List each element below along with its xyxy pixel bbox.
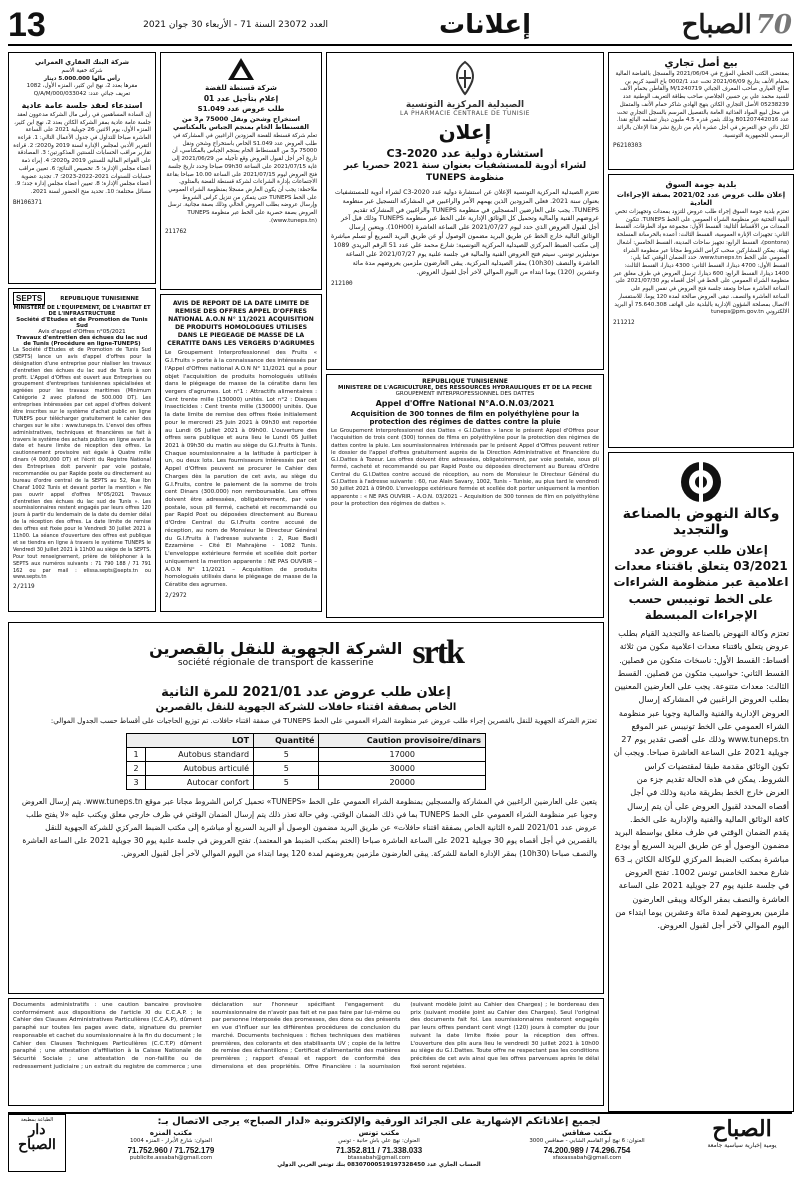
office-sfax <box>486 1129 688 1162</box>
lot-caution: 17000 <box>319 747 486 761</box>
ad-ref: 211762 <box>165 227 187 235</box>
ad-body-2: Documents administratifs : une caution bancaire provisoire conformément aux dispositions de l'article XI du C.C.A.P. ; le Cahier des Clauses Administratives Particulières (C.C.A.P), dûment paraphé sur toutes les pages avec date, signature du premier responsable et cachet du soumissionnaire à la fin du document ; le Cahier des Clauses Techniques Particulières (C.C.T.P) dûment paraphé ; une attestation d'affiliation à la Caisse Nationale de Sécurité Sociale ; une attestation de non-faillite ou de redressement judiciaire ; un extrait du registre de commerce ; une déclaration sur l'honneur spécifiant l'engagement du soumissionnaire de n'avoir pas fait et ne pas faire par lui-même ou par personne interposée des promesses, des dons ou des présents en vue d'influer sur les différentes procédures de conclusion du marché. Documents techniques : fiches techniques des matières premières, des colorants et des stabilisants UV ; copie de la lettre de remise des échantillons ; Certificat d'alimentarité des matières premières ; rapport d'essai et rapport de conformité des dimensions et des propriétés. Offre Financière : la soumission (suivant modèle joint au Cahier des Charges) ; le bordereau des prix (suivant modèle joint au Cahier des Charges). Seul l'original des documents fait foi. Les soumissionnaires resteront engagés par leurs offres pendant cent vingt (120) jours à compter du jour suivant la date limite fixée pour la réception des offres. L'ouverture des plis aura lieu le vendredi 30 juillet 2021 à 10h00 au siège du G.I.Dattes. Toute offre ne respectant pas les conditions précitées de cet avis ainsi que les offres parvenues après le délai fixé seront rejetées. <box>13 1002 599 1070</box>
ad-title: إعلان طلب عروض عدد 03/2021 يتعلق باقتناء معدات اعلامية عبر منظومة الشراءات على الخط تونيبس حسب الإجراءات المبسطة <box>613 543 789 622</box>
republic-line: REPUBLIQUE TUNISIENNE <box>422 378 508 385</box>
page-header <box>8 6 792 46</box>
lot-caution: 20000 <box>319 775 486 789</box>
ad-pharmacie-centrale <box>326 52 604 370</box>
ad-intro: تعتزم الشركة الجهوية للنقل بالقصرين إجراء طلب عروض عبر منظومة الشراء العمومي على الخط TUNEPS في صفقة اقتناء حافلات. تم توزيع الحاجيات على أقساط حسب الجدول الموالي: <box>50 717 597 725</box>
ad-body: La Société d'Etudes et de Promotion de Tunis Sud (SEPTS) lance un avis d'appel d'offres pour la désignation d'une entreprise pour réaliser les travaux d'entretien des échues du lac sud de Tunis à son profit. L'Appel d'Offres est ouvert aux Entreprises ou groupement d'entreprises tunisiennes spécialisées et agréées pour les travaux maritimes (Minimum Catégorie 2 avec plafond de 500.000 DT). Les entreprises intéressées par cet appel d'offres doivent être inscrites sur le système d'achat public en ligne TUNEPS pour télécharger gratuitement le cahier des charges sur le site : www.tuneps.tn. L'envoi des offres administratives, techniques et financières se fait à travers le système des achats publics en ligne avant la date et heure limite de réception des offres. Le cautionnement provisoire est égale à Quatre mille dinars (4 000,000 DT) et l'écrit du Registre National des Entreprises doit parvenir par voie postale, recommandée ou par Rapide poste ou directement au bureau d'ordre central de la SEPTS au 52, Rue Ibn Charaf 1002 Tunis et devant porter la mention « Ne pas ouvrir appel d'offres N°05/2021 Travaux d'entretien des échues du lac sud de Tunis ». Les soumissionnaires restent engagés par leurs offres 120 jours à partir du lendemain de la date du dernier délai de la réception des offres. La date limite de remise des offres est fixée pour le Vendredi 30 Juillet 2021 à 11h00. La séance d'ouverture des offres est publique et se tiendra en ligne à travers le système TUNEPS le Vendredi 30 Juillet 2021 à 11h00 au siège de la SEPTS. Pour tout renseignement, prière de téléphoner à la SEPTS aux numéros suivants : 71 790 188 / 71 791 162 ou par mail : elissa.septs@septs.tn ou www.septs.tn <box>13 347 151 581</box>
ad-title: AVIS DE REPORT DE LA DATE LIMITE DE REMISE DES OFFRES APPEL D'OFFRES NATIONAL A.O.N N° 11/2021 ACQUISITION DE PRODUITS HOMOLOGUES UTILISES DANS LE PIEGEAGE DE MASSE DE LA CERATITE DANS LES VERGERS D'AGRUMES <box>167 300 315 348</box>
office-tel: 71.752.179 / 71.752.960 <box>127 1145 215 1155</box>
lot-caution: 30000 <box>319 761 486 775</box>
col-header-caution: Caution provisoire/dinars <box>319 733 486 747</box>
office-list <box>70 1129 688 1162</box>
srtk-header <box>15 627 597 679</box>
septs-avis: Avis d'appel d'Offres n°05/2021 <box>38 329 126 335</box>
bank-tax-id: تعريف جبائي عدد: 033042/Q/A/M/000 <box>33 91 131 98</box>
bank-capital: رأس مالها 5.000.000 دينار <box>43 75 121 82</box>
printer-tag: الطباعة بمطبعة <box>20 1117 54 1123</box>
ad-body: إن السادة المساهمين في رأس مال الشركة مدعوون لعقد جلسة عامة عادية بمقر الشركة الكائن بعدد 2، نهج ابن كثير، المنزه الأول، يوم الاثنين 26 جويلية 2021 على الساعة العاشرة صباحا للتداول في جدول الأعمال التالي: 1. قراءة التقرير الأدبي لمجلس الإدارة لسنة 2019 و2020؛ 2. قراءة تقارير مراقب الحسابات للسنتين المذكورتين؛ 3. المصادقة على القوائم المالية للسنتين 2019 و2020؛ 4. إبراء ذمة أعضاء مجلس الإدارة؛ 5. تخصيص النتائج؛ 6. تعيين مراقب حسابات للسنوات 2021-2022-2023؛ 7. تجديد عضوية أعضاء مجلس الإدارة؛ 8. تعيين أعضاء مجلس إدارة جدد؛ 9. مسائل مختلفة؛ 10. تحديد منح الحضور لسنة 2021. <box>13 111 151 196</box>
ad-body: Le Groupement Interprofessionnel des Dattes « G.I.Dattes » lance le présent Appel d'Offres pour l'acquisition de trois cent (300) tonnes de films en polyéthylène pour la protection des régimes de dattes contre la pluie. Les soumissionnaires intéressés par le présent Appel d'Offres peuvent retirer le dossier de l'appel d'offres gratuitement auprès de la Direction Administrative et Financière du G.I.Dattes à Tozeur. Les offres doivent être adressées, obligatoirement, par voie postale, sous pli fermé, cacheté et recommandé ou par Rapid Poste ou déposées directement au Bureau d'Ordre Central du G.I.Dattes contre accusé de réception, au nom de Monsieur le Directeur Général du G.I.Dattes à l'adresse suivante : 60, rue Alain Savary, 1002, Tunis – Tunisie, au plus tard le vendredi 30 juillet 2021 à 09h00. L'enveloppe extérieure fermée et scellée doit porter uniquement la mention apparente : « NE PAS OUVRIR – A.O.N. 03/2021 – Acquisition de 300 tonnes de film en polyéthylène pour la protection des régimes de dattes ». <box>331 428 599 507</box>
office-menzah <box>70 1129 272 1162</box>
col-header-lot: LOT <box>127 733 254 747</box>
ad-title: إعلان طلب عروض عدد 2021/01 للمرة الثانية <box>161 685 451 700</box>
ad-title: بيع أصل تجاري <box>664 58 738 69</box>
brand-name: الصباح <box>712 1116 772 1142</box>
office-address: العنوان: شارع الأبرار - المنزه 1004 <box>129 1138 213 1145</box>
lot-quantity: 5 <box>254 761 319 775</box>
ad-ref: P6210303 <box>613 142 642 150</box>
ad-title: استدعاء لعقد جلسة عامة عادية <box>21 100 143 110</box>
lot-name: Autocar confort <box>146 775 254 789</box>
ad-srtk <box>8 622 604 994</box>
lot-number: 2 <box>127 761 146 775</box>
lot-name: Autobus articulé <box>146 761 254 775</box>
ad-body: تعتزم وكالة النهوض بالصناعة والتجديد القيام بطلب عروض يتعلق باقتناء معدات اعلامية مكون من ثلاثة أقساط: القسط الأول: ناسخات متكون من قصلين. القسط الثاني: حواسيب متكون من قصلين. القسط الثالث: معدات متنوعة. يجب على العارضين المعنيين بطلب العروض الراغبين في المشاركة إرسال العروض الإدارية والفنية والمالية وجوبا عبر منظومة الشراء العمومي على الخط تونيبس عبر الموقع www.tuneps.tn وذلك على أقصى تقدير يوم 27 جويلية 2021 على الساعة العاشرة صباحا. ويجب أن تكون الوثائق مقدمة طبقا لمقتضيات كراس الشروط. يمكن في هذه الحالة تقديم جزء من العرض خارج الخط بطريقة مادية وذلك في أجل أقصاه المحدد لقبول العروض على أن يتم إرسال كافة الوثائق المالية والفنية والإدارية على الخط. يقدم الضمان الوقتي في ظرف مغلق بواسطة البريد مضمون الوصول أو عن طريق البريد السريع أو يودع مباشرة بمكتب الضبط المركزي للوكالة الكائن بـ 63 شارع محمد الخامس تونس 1002. تفتح العروض في جلسة علنية يوم 27 جويلية 2021 على الساعة العاشرة والنصف بمقر الوكالة ويبقى العارضون ملزمين بعروضهم لمدة مائة وعشرين يوما ابتداء من اليوم الموالي لآخر أجل لقبول العروض. <box>613 627 789 931</box>
ad-gif-fruits <box>160 294 322 612</box>
ad-subtitle: طلب عروض عدد S1.049 <box>197 105 285 113</box>
org-name-ar: الشركة الجهوية للنقل بالقصرين <box>149 638 403 658</box>
masthead-name: الصباح <box>681 10 752 40</box>
office-tel: 71.338.033 / 71.352.811 <box>335 1145 423 1155</box>
group-line: GROUPEMENT INTERPROFESSIONNEL DES DATTES <box>395 391 535 397</box>
page-number: 13 <box>8 5 46 44</box>
lot-number: 3 <box>127 775 146 789</box>
ad-body: Le Groupement Interprofessionnel des Fruits « G.I.Fruits » porte à la connaissance des intéressés par l'Appel d'Offres national A.O.N N° 11/2021 qui a pour objet l'acquisition de produits homologués utilisés dans le piégeage de masse de la cératite dans les vergers d'agrumes. Lot n°1 : Attractifs alimentaires : Cent trente mille (130000) unités. Lot n°2 : Disques insecticides : Cent trente mille (130000) unités. Que la date limite de remise des offres fixée initialement pour le mercredi 25 Juin 2021 à 09h30 est reportée au Lundi 05 Juillet 2021 à 09h00. L'ouverture des offres sera publique et aura lieu le Lundi 05 Juillet 2021 à 09h30 du matin au siège du G.I.Fruits à Tunis. Chaque soumissionnaire a la latitude à participer à un, ou deux lots. Les fournisseurs intéressés par cet Appel d'Offres peuvent se procurer le Cahier des Charges dès la parution de cet avis, au siège du G.I.Fruits, contre le paiement de la somme de trois cent Dinars (300.000) non remboursable. Les offres doivent être adressées, obligatoirement, par voie postale, sous pli fermé, cacheté et recommandé ou par Rapid Post ou déposées directement au Bureau d'Ordre Central du G.I.Fruits contre accusé de réception, au nom de Monsieur le Directeur Général du G.I.Fruits à l'adresse suivante : 2, Rue Badii Ezzamène – Cité El Mahrajène - 1082 Tunis. L'enveloppe extérieure fermée et scellée doit porter uniquement la mention apparente : NE PAS OUVRIR – A.O.N N° 11/2021 – Acquisition de produits homologués utilisés dans le piégeage de masse de la Cératite des agrumes. <box>165 350 317 588</box>
ad-body: تعلم شركة قسنطة للفضة المزودين الراغبين في المشاركة في طلب العروض عدد S1.049 الخاص باستخراج وشحن ونقل 75000 م3 من القسنطاط الخام بمنجم الجباس بالمكناسي، أن تاريخ آخر أجل لقبول العروض وقع تأجيله من 2021/06/29 إلى غاية 2021/07/15 على الساعة 09h30 صباحا وحدد تاريخ جلسة فتح العروض ليوم 2021/07/15 على الساعة 10.00 صباحا بقاعة الاجتماعات بإدارة الشراءات لشركة قسنطة للفضة بالمتلوي. ملاحظة: يجب أن يكون العارض مسجلا بمنظومة الشراء العمومي على الخط TUNEPS حتى يتمكن من تنزيل كراس الشروط وإرسال عروضه بطلب العروض الحالي وذلك بصفة مجانية. ترسل العروض بصفة حصرية على الخط عبر منظومة TUNEPS (www.tuneps.tn). <box>166 133 317 224</box>
footer-brand <box>692 1114 792 1172</box>
left-column-1 <box>160 52 322 616</box>
ad-subtitle: الخاص بصفقة اقتناء حافلات للشركة الجهوية للنقل بالقصرين <box>155 702 457 713</box>
bank-type: شركة خفية الاسم <box>61 68 103 74</box>
notice-subtitle: لشراء أدوية للمستشفيات بعنوان سنة 2021 حصريا عبر منظومة TUNEPS <box>343 161 587 183</box>
printer-name-top: دار <box>28 1122 46 1138</box>
lot-number: 1 <box>127 747 146 761</box>
lots-table <box>126 733 486 790</box>
right-column <box>608 52 794 1116</box>
ad-septs <box>8 288 156 612</box>
ad-gi-dattes-documents <box>8 998 604 1106</box>
bank-address: مقرها بعدد 2، نهج ابن كثير، المنزه الأول، 1082 <box>26 83 138 90</box>
office-tunis <box>278 1129 480 1162</box>
ad-apii <box>608 452 794 1112</box>
septs-republic: REPUBLIQUE TUNISIENNE <box>60 295 139 302</box>
ad-bank-meeting <box>8 52 156 284</box>
masthead-logo <box>642 10 792 40</box>
notice-title: استشارة دولية عدد C3-2020 <box>386 147 544 160</box>
septs-logo: SEPTS <box>13 292 45 305</box>
notice-body: تعتزم الصيدلية المركزية التونسية الإعلان عن استشارة دولية عدد C3-2020 لشراء أدوية للمستشفيات بعنوان سنة 2021. فعلى المزودين الذين يهمهم الأمر والراغبين في المشاركة التسجيل عبر منظومة TUNEPS. يجب على العارضين المسجلين في منظومة TUNEPS والراغبين في المشاركة تقديم عروضهم الفنية والمالية وتحميل كل الوثائق الإدارية على الخط عبر منظومة TUNEPS وذلك قبل آخر أجل لقبول العروض الذي حدد ليوم 2021/07/27 على الساعة العاشرة (10H00). ويتعين إرسال الوثائق التالية خارج الخط عن طريق البريد مضمون الوصول أو عن طريق البريد السريع أو تسلم مباشرة إلى مكتب الضبط المركزي للصيدلية المركزية التونسية: شارع محمد علي عدد 51 الرقم البريدي 1089 مونبليزير تونس. سيتم فتح العروض الفنية والمالية في جلسة علنية يوم 2021/07/27 على الساعة العاشرة والنصف (10h30) بمقر الصيدلية المركزية. يبقى العارضون ملزمين بعروضهم مدة مائة وعشرين (120) يوما ابتداء من اليوم الموالي لآخر أجل لقبول العروض. <box>331 188 599 277</box>
septs-title: Travaux d'entretien des échues du lac sud de Tunis (Procédure en ligne-TUNEPS) <box>16 335 148 347</box>
srtk-logo <box>412 634 463 672</box>
septs-ministry: MINISTERE DE L'EQUIPEMENT, DE L'HABITAT ET DE L'INFRASTRUCTURE <box>13 305 151 317</box>
left-column-2 <box>8 52 156 616</box>
page-footer <box>8 1112 792 1172</box>
ad-title: بلدية جومة السوق <box>665 180 737 189</box>
footer-headline: لجميع إعلاناتكم الإشهارية على الجرائد الورقية والإلكترونية «لدار الصباح» يرجى الاتصال بـ: <box>157 1116 601 1127</box>
table-row <box>127 761 486 775</box>
brand-tagline: يومية إخبارية سياسية جامعة <box>707 1142 777 1149</box>
pharmacie-logo-icon <box>445 58 485 98</box>
office-email[interactable]: sfaxassabah@gmail.com <box>552 1154 622 1161</box>
section-title: إعلانات <box>438 10 532 40</box>
ad-title: Appel d'Offre National N°A.O.N.03/2021 <box>375 399 555 408</box>
office-name: مكتب تونس <box>358 1129 400 1137</box>
org-name: شركة قسنطة للفضة <box>205 84 277 92</box>
office-address: العنوان: 6 نهج أبو القاسم الشابي - صفاقس 3000 <box>529 1138 645 1145</box>
ad-ref: 211212 <box>613 319 635 327</box>
bank-account-line: الحساب الجاري عدد 08307000519197328450 بنك تونس العربي الدولي <box>277 1162 481 1169</box>
masthead-anniversary: 70 <box>755 10 792 40</box>
office-name: مكتب صفاقس <box>561 1129 613 1137</box>
office-tel: 74.296.754 / 74.200.989 <box>543 1145 631 1155</box>
ad-ref: 2/2119 <box>13 583 35 591</box>
ad-ref: 2/2972 <box>165 591 187 599</box>
ad-cpg <box>160 52 322 290</box>
table-row <box>127 775 486 789</box>
printer-name-bottom: الصباح <box>18 1137 56 1154</box>
ad-body: يتعين على العارضين الراغبين في المشاركة والمسجلين بمنظومة الشراء العمومي على الخط «TUNEPS» تحميل كراس الشروط مجانا عبر موقع www.tuneps.tn. يتم إرسال العروض وجوبا عبر منظومة الشراء العمومي على الخط TUNEPS بما في ذلك الضمان الوقتي. وفي حالة تعذر ذلك يتم إرسال الضمان الوقتي في ظرف خارجي مغلق ويكتب عليه «لا يفتح طلب عروض عدد 2021/01 للمرة الثانية الخاص بصفقة اقتناء حافلات» عن طريق البريد مضمون الوصول أو البريد السريع أو مباشرة إلى مكتب الضبط المركزي للشركة الجهوية للنقل بالقصرين في أجل أقصاه يوم 30 جويلية 2021 على الساعة العاشرة صباحا (الختم بمكتب الضبط هو المعتمد). تفتح العروض في جلسة علنية يوم 30 جويلية 2021 على الساعة العاشرة والنصف صباحا (10h30) بمقر الإدارة العامة للشركة. يبقى العارضون ملزمين بعروضهم لمدة 120 يوما ابتداء من اليوم الموالي لآخر أجل لقبول العروض. <box>21 796 597 858</box>
lot-quantity: 5 <box>254 775 319 789</box>
ad-ref: BH106371 <box>13 198 42 206</box>
septs-company: Société d'Etudes et de Promotion de Tunis Sud <box>16 317 148 329</box>
org-name-ar: الصيدلية المركزية التونسية <box>405 100 525 110</box>
issue-line: العدد 23072 السنة 71 - الأربعاء 30 جوان 2021 <box>143 20 328 30</box>
table-header-row <box>127 733 486 747</box>
cpg-logo-icon <box>226 56 256 82</box>
office-email[interactable]: publicite.assabah@gmail.com <box>129 1154 213 1161</box>
table-row <box>127 747 486 761</box>
org-name-fr: société régionale de transport de kasserine <box>177 657 374 668</box>
office-email[interactable]: btassabah@gmail.com <box>347 1154 411 1161</box>
ad-gi-dattes <box>326 374 604 618</box>
org-name: وكالة النهوض بالصناعة والتجديد <box>622 506 780 538</box>
office-name: مكتب المنزه <box>149 1129 193 1137</box>
ad-title: إعلام بتأجيل عدد 01 <box>203 94 279 103</box>
apii-logo-icon <box>679 460 723 504</box>
middle-column <box>326 52 604 374</box>
ad-body: تعتزم بلدية جومة السوق إجراء طلب عروض للتزود بمعدات وتجهيزات تخص البنية التحتية عبر منظومة الشراء العمومي على الخط TUNEPS. تتكون المعدات من الأقساط التالية: القسط الأول: مجموعة مواد الطرقات، القسط الثاني: تجهيزات الإنارة العمومية، القسط الثالث: أعمدة بالخرسانة المسلحة (pontons)، القسط الرابع: تجهيز ساحات المدينة، القسط الخامس: أشغال تهيئة. يمكن للمشاركين سحب كراس الشروط مجانا عبر منظومة الشراء العمومي على الخط www.tuneps.tn. حدد الضمان الوقتي كما يلي: القسط الأول: 4700 دينارا، القسط الثاني: 4300 دينارا، القسط الثالث: 1400 دينارا، القسط الرابع: 600 دينارا. ترسل العروض في ظرف مغلق عبر منظومة الشراء العمومي على الخط في أجل أقصاه يوم 2021/07/30 على الساعة العاشرة صباحا وتعقد جلسة فتح العروض في نفس اليوم على الساعة العاشرة والنصف. تبقى العروض صالحة لمدة 120 يوما. للاستفسار الاتصال بمصلحة الشؤون الإدارية بالبلدية على الهاتف 75.640.308 أو البريد الالكتروني tuneps@pm.gov.tn <box>613 209 789 316</box>
lot-name: Autobus standard <box>146 747 254 761</box>
ad-jemma-essouk <box>608 174 794 448</box>
lot-quantity: 5 <box>254 747 319 761</box>
ministry-line: MINISTERE DE L'AGRICULTURE, DES RESSOURCES HYDRAULIQUES ET DE LA PECHE <box>337 385 593 391</box>
notice-ref: 212100 <box>331 280 353 288</box>
ad-subtitle-2: استخراج وشحن ونقل 75000 م3 من القسنطاط الخام بمنجم الجباس بالمكناسي <box>173 115 309 131</box>
srtk-logo-text: srtk <box>412 634 463 671</box>
bank-name: شركة البنك العقاري العمراني <box>34 58 130 66</box>
col-header-quantity: Quantité <box>254 733 319 747</box>
ad-subtitle: Acquisition de 300 tonnes de film en polyéthylène pour la protection des régimes de dattes contre la pluie <box>350 410 580 426</box>
org-name-fr: LA PHARMACIE CENTRALE DE TUNISIE <box>400 110 530 117</box>
ad-business-sale <box>608 52 794 170</box>
ad-body: بمقتضى الكتب الخطي المؤرخ في 2021/06/04 والمسجل بالقباضة المالية بحمام الأنف بتاريخ 2021/06/09 تحت عدد 0002/1 باع السيد كريم بن صالح العياري صاحب المعرف الجبائي 1240719/M والقاطن بحمام الأنف للسيد محمد علي بن حسين الجلاصي صاحب بطاقة التعريف الوطنية عدد 05238239 الأصل التجاري الكائن بنهج الهادي شاكر حمام الأنف والمتمثل في محل لبيع المواد الغذائية العامة بالتفصيل المرسم بالسجل التجاري تحت عدد B01207442016 وذلك بثمن قدره 4.5 مليون دينار تسلمه البائع نقدا. لكل دائن حق التعرض في أجل عشرة أيام من تاريخ نشر هذا الإعلان بالرائد الرسمي للجمهورية التونسية. <box>615 71 789 139</box>
office-address: العنوان: نهج علي باش حانبة - تونس <box>338 1138 420 1145</box>
notice-word: إعلان <box>438 120 492 144</box>
footer-contacts <box>66 1114 692 1172</box>
ad-subtitle: إعلان طلب عروض عدد 2021/02 بصفة الإجراءات العادية <box>616 191 786 207</box>
footer-printer-logo <box>8 1114 66 1172</box>
